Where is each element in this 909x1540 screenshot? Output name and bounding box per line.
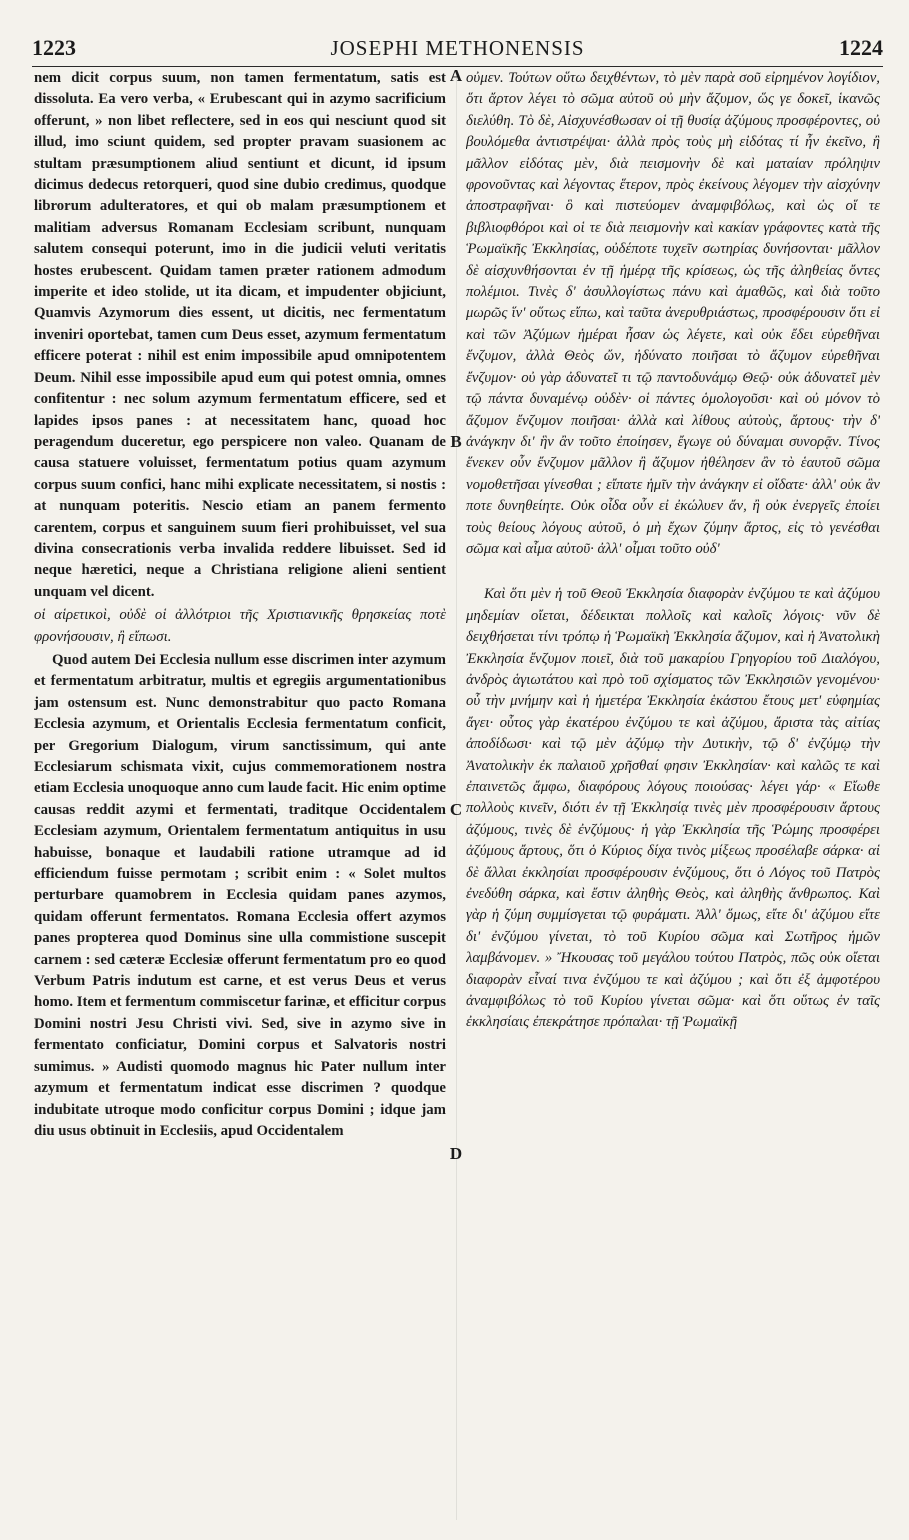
greek-paragraph-1: οὐμεν. Τούτων οὕτω δειχθέντων, τὸ μὲν παρὰ σοῦ εἰρημένον λογίδιον, ὅτι ἄρτον λέγει τὸ σῶμα αὐτοῦ οὐ μὴν ἄζυμον, ὥς γε δοκεῖ, ἱκανῶς διελύθη. Τὸ δὲ, Αἰσχυνέσθωσαν οἱ τῇ θυσίᾳ ἀζύμους προσφέροντες, οὐ βουλόμεθα ἀντιστρέψαι· ἀλλὰ πρὸς τοὺς μὴ εἰδότας τί ἦν ἐκεῖνο, ἢ μᾶλλον εἰδότας μὲν, διὰ πεισμονὴν δὲ καὶ ματαίαν πρόληψιν φρονοῦντας καὶ λέγοντας ἕτερον, πρὸς ἐκείνους λέγομεν τὴν αἰσχύνην ἀποστραφῆναι· ὃ καὶ πιστεύομεν ἀναμφιβόλως, καὶ ὡς οἵ τε βιβλιοφθόροι καὶ οἱ τε διὰ πεισμονὴν καὶ κακίαν γράφοντες κατὰ τῆς Ῥωμαϊκῆς Ἐκκλησίας, οὐδέποτε τυχεῖν σωτηρίας δυνήσονται· μᾶλλον δὲ αἰσχυνθήσονται ἐν τῇ ἡμέρᾳ τῆς κρίσεως, ὡς τῆς ἀληθείας ὄντες πολέμιοι. Τινὲς δ' ἀσυλλογίστως πάνυ καὶ ἀμαθῶς, καὶ διὰ τοῦτο μωρῶς ἵν' οὕτως εἴπω, καὶ ταῦτα ἀνερυθριάστως, προσφέρουσιν ὅτι εἰ καὶ τῶν Ἀζύμων ἡμέραι ἦσαν ὡς λέγετε, καὶ οὐκ ἔδει εὑρεθῆναι ἔνζυμον, ἀλλὰ Θεὸς ὤν, ἠδύνατο ποιῆσαι τὸ ἄζυμον εὑρεθῆναι ἔνζυμον· οὐ γὰρ ἀδυνατεῖ τι τῷ παντοδυνάμῳ Θεῷ· οὐκ ἀδυνατεῖ μὲν τῷ πάντα δυναμένῳ οὐδὲν· οἱ πάντες ὁμολογοῦσι· καὶ οὐ μόνον τὸ ἄζυμον ἔνζυμον ποιῆσαι· ἀλλὰ καὶ λίθους αὐτοὺς, ἄρτους· τὴν δ' ἀνάγκην δι' ἣν ἂν τοῦτο ἐποίησεν, ἔγωγε οὐ δύναμαι συνορᾷν. Τίνος ἕνεκεν οὖν ἔνζυμον μᾶλλον ἢ ἄζυμον ἠθέλησεν ἂν τὸ ἑαυτοῦ σῶμα νομοθετῆσαι γίνεσθαι ; εἴπατε ἡμῖν τὴν ἀνάγκην εἰ οἴδατε· ἀλλ' οὐκ ἂν ποτε δυνηθείητε. Οὐκ οἶδα οὖν εἰ ἐκώλυεν ἄν, ἢ οὐκ ἐνεργεῖς ἐποίει τοὺς θείους λόγους αὐτοῦ, ὁ μὴ ἔχων ζύμην ἄρτος, εἰς τὸ γενέσθαι σῶμα καὶ αἷμα αὐτοῦ· ἀλλ' οἶμαι τοῦτο οὐδ' <box>466 70 880 557</box>
running-head: JOSEPHI METHONENSIS <box>330 35 585 60</box>
greek-column <box>466 68 880 1524</box>
greek-paragraph-2: Καὶ ὅτι μὲν ἡ τοῦ Θεοῦ Ἐκκλησία διαφορὰν ἐνζύμου τε καὶ ἀζύμου μηδεμίαν οἴεται, δέδεικται πολλοῖς καὶ καλοῖς λόγοις· νῦν δὲ δειχθήσεται τίνι τρόπῳ ἡ Ῥωμαϊκὴ Ἐκκλησία ἄζυμον, καὶ ἡ Ἀνατολικὴ Ἐκκλησία ἔνζυμον ποιεῖ, διὰ τοῦ μακαρίου Γρηγορίου τοῦ Διαλόγου, ἀνδρὸς ἁγιωτάτου καὶ πρὸ τοῦ σχίσματος τῶν Ἐκκλησιῶν γενομένου· οὗ τὴν μνήμην καὶ ἡ ἡμετέρα Ἐκκλησία ἑκάστου ἔτους μετ' εὐφημίας ἄγει· οὗτος γὰρ ἑκατέρου ἐνζύμου τε καὶ ἀζύμου, ἄριστα τὰς αἰτίας ἀποδίδωσι· καὶ τῷ μὲν ἀζύμῳ τὴν Δυτικὴν, τῷ δ' ἐνζύμῳ τὴν Ἀνατολικὴν ἐκ παλαιοῦ χρῆσθαί φησιν Ἐκκλησίαν· καὶ καλῶς τε καὶ ἐπαινετῶς ἄμφω, διαφόρους λόγους ποιούσας· λέγει γάρ· « Εἴωθε πολλοὺς κινεῖν, διότι ἐν τῇ Ἐκκλησίᾳ τινὲς μὲν προσφέρουσιν ἄρτους ἀζύμους, τινὲς δὲ ἐνζύμους· ἡ γὰρ Ἐκκλησία τῆς Ῥώμης προσφέρει ἀζύμους ἄρτους, ὅτι ὁ Κύριος δίχα τινὸς μίξεως προσέλαβε σάρκα· αἱ δὲ ἄλλαι ἐκκλησίαι προσφέρουσιν ἐνζύμους, ὅτι ὁ Λόγος τοῦ Πατρὸς ἐνεδύθη σάρκα, καὶ ἔστιν ἀληθὴς Θεὸς, καὶ ἀληθὴς ἄνθρωπος. Καὶ γὰρ ἡ ζύμη συμμίσγεται τῷ φυράματι. Ἀλλ' ὅμως, εἴτε δι' ἀζύμου εἴτε δι' ἐνζύμου γίνεται, τὸ τοῦ Κυρίου σῶμα καὶ Σωτῆρος ἡμῶν λαμβάνομεν. » Ἤκουσας τοῦ μεγάλου τούτου Πατρὸς, πῶς οὐκ οἴεται διαφορὰν εἶναί τινα ἐνζύμου τε καὶ ἀζύμου ; καὶ ὅτι ἐξ ἀμφοτέρου ἀναμφιβόλως τὸ τοῦ Κυρίου γίνεται σῶμα· καὶ ὅτι οὕτως ἐν ταῖς ἐκκλησίαις ἐπεκράτησε πρόπαλαι· τῇ Ῥωμαϊκῇ <box>466 586 880 1031</box>
latin-paragraph-1: nem dicit corpus suum, non tamen fermentatum, satis est dissoluta. Ea vero verba, « Erubescant qui in azymo sacrificium offerunt, » non libet reflectere, sed in eos qui nesciunt quod sit illud, imo sciunt quidem, sed propter pravam suasionem ac stultam præsumptionem aliud sentiunt et dicunt, id ipsum dicimus dedecus retorqueri, quod sine dubio credimus, quodque librorum adulteratores, et qui ob malam præsumptionem et malitiam adversus Romanam Ecclesiam scribunt, nunquam salutem consequi poterunt, imo in die judicii veluti veritatis hostes erubescent. Quidam tamen præter rationem admodum imperite et ideo stolide, ut ita dicam, et impudenter objiciunt, Quamvis Azymorum dies essent, ut dicitis, nec fermentatum inveniri oportebat, tamen cum Deus esset, azymum fermentatum efficere poterat : nihil est enim impossibile apud omnipotentem Deum. Nihil esse impossibile apud eum qui potest omnia, omnes confitentur : nec solum azymum fermentatum efficere, sed et lapides ipsos panes : at necessitatem hanc, quoad hoc peragendum duceretur, ego perspicere non valeo. Quanam de causa statuere voluisset, fermentatum potius quam azymum corpus suum confici, hanc mihi explicate necessitatem, si nostis : at nunquam poteritis. Nescio etiam an panem fermento carentem, corpus et sanguinem suum fieri prohibuisset, vel sua divina consecrationis verba invalida reddere libuisset. Sed id neque hæretici, neque a Christiana religione alieni sentient unquam vel dicent. <box>34 70 446 600</box>
page-header <box>32 30 883 67</box>
section-marker-b: B <box>450 432 462 451</box>
latin-column <box>34 68 446 1524</box>
section-marker-d: D <box>449 1144 463 1163</box>
column-divider <box>456 70 457 1520</box>
page-number-left: 1223 <box>32 35 76 60</box>
page-number-right: 1224 <box>838 35 883 60</box>
section-marker-a: A <box>449 66 463 85</box>
latin-paragraph-2: Quod autem Dei Ecclesia nullum esse discrimen inter azymum et fermentatum arbitratur, multis et egregiis argumentationibus jam ostensum est. Nunc demonstrabitur quo pacto Romana Ecclesia azymum, et Orientalis Ecclesia fermentatum conficit, per Gregorium Dialogum, virum sanctissimum, qui ante Ecclesiarum schismata vixit, cujus commemorationem nostra etiam Ecclesia unoquoque anno cum laude facit. Hic enim optime causas reddit azymi et fermentati, traditque Occidentalem Ecclesiam azymum, Orientalem fermentatum antiquitus in usu habuisse, bonaque et laudabili ratione utramque ad id efficiendum fuisse permotam ; scribit enim : « Solet multos perturbare quamobrem in Ecclesia quidam panes azymos, quidam offerunt fermentatos. Romana Ecclesia offert azymos panes propterea quod Dominus sine ulla commistione suscepit carnem : sed cæteræ Ecclesiæ offerunt fermentatum pro eo quod Verbum Patris indutum est carne, et est verus Deus et verus homo. Item et fermentum commiscetur farinæ, et efficitur corpus Domini nostri Jesu Christi vivi. Sed, sive in azymo sive in fermentato conficiatur, Domini corpus et Salvatoris nostri sumimus. » Audisti quomodo magnus hic Pater nullum inter azymum et fermentatum indicat esse discrimen ? quodque indubitate utroque modo conficitur corpus Domini ; idque jam diu usus obtinuit in Ecclesiis, apud Occidentalem <box>34 651 446 1139</box>
section-marker-c: C <box>449 800 463 819</box>
latin-greek-line: οἱ αἱρετικοὶ, οὐδὲ οἱ ἀλλότριοι τῆς Χριστιανικῆς θρησκείας ποτὲ φρονήσουσιν, ἢ εἴπωσι. <box>34 607 446 645</box>
